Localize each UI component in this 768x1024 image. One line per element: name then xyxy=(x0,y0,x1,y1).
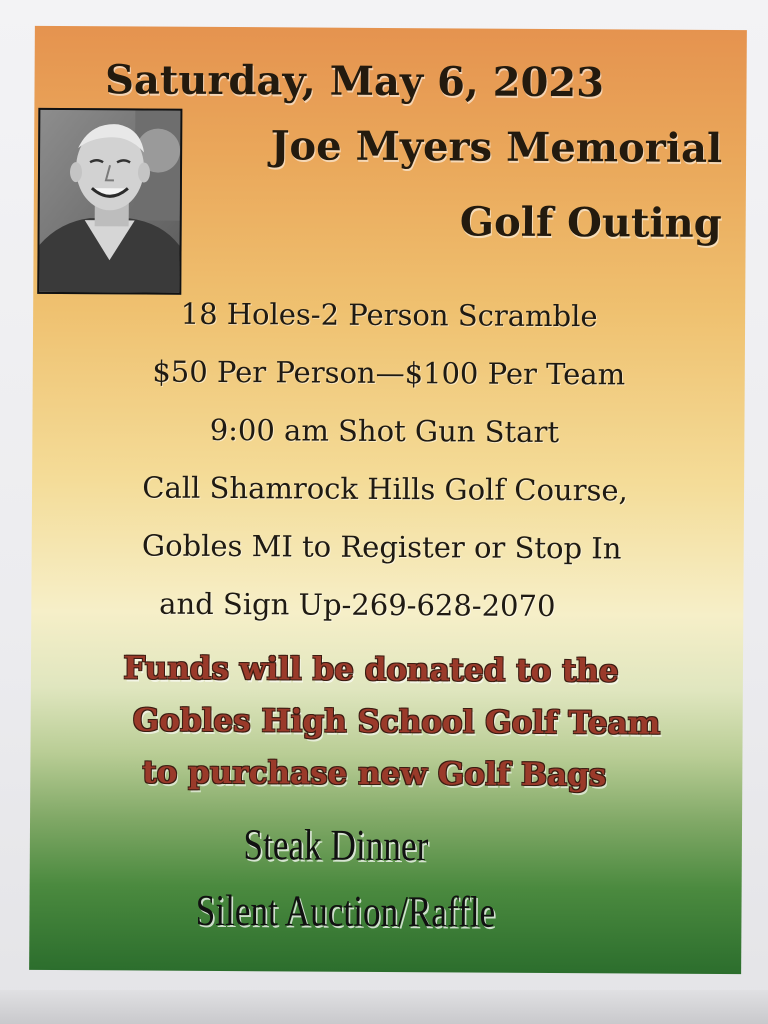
portrait-image xyxy=(39,110,180,293)
event-date: Saturday, May 6, 2023 xyxy=(104,56,605,107)
event-auction-raffle: Silent Auction/Raffle xyxy=(195,885,496,937)
event-steak-dinner: Steak Dinner xyxy=(243,820,429,871)
paper-edge xyxy=(0,990,768,1024)
detail-format: 18 Holes-2 Person Scramble xyxy=(180,296,598,334)
golf-outing-flyer xyxy=(29,26,747,974)
memorial-photo xyxy=(37,108,182,295)
detail-registration-line2: Gobles MI to Register or Stop In xyxy=(141,528,622,566)
funds-line1: Funds will be donated to the xyxy=(123,650,619,690)
event-title-line2: Golf Outing xyxy=(459,198,722,248)
detail-phone: and Sign Up-269-628-2070 xyxy=(159,586,556,624)
funds-line3: to purchase new Golf Bags xyxy=(142,754,607,794)
funds-line2: Gobles High School Golf Team xyxy=(132,702,661,742)
event-title-line1: Joe Myers Memorial xyxy=(270,122,723,173)
detail-registration-line1: Call Shamrock Hills Golf Course, xyxy=(142,470,628,508)
detail-pricing: $50 Per Person—$100 Per Team xyxy=(152,354,626,392)
detail-start-time: 9:00 am Shot Gun Start xyxy=(209,412,560,450)
